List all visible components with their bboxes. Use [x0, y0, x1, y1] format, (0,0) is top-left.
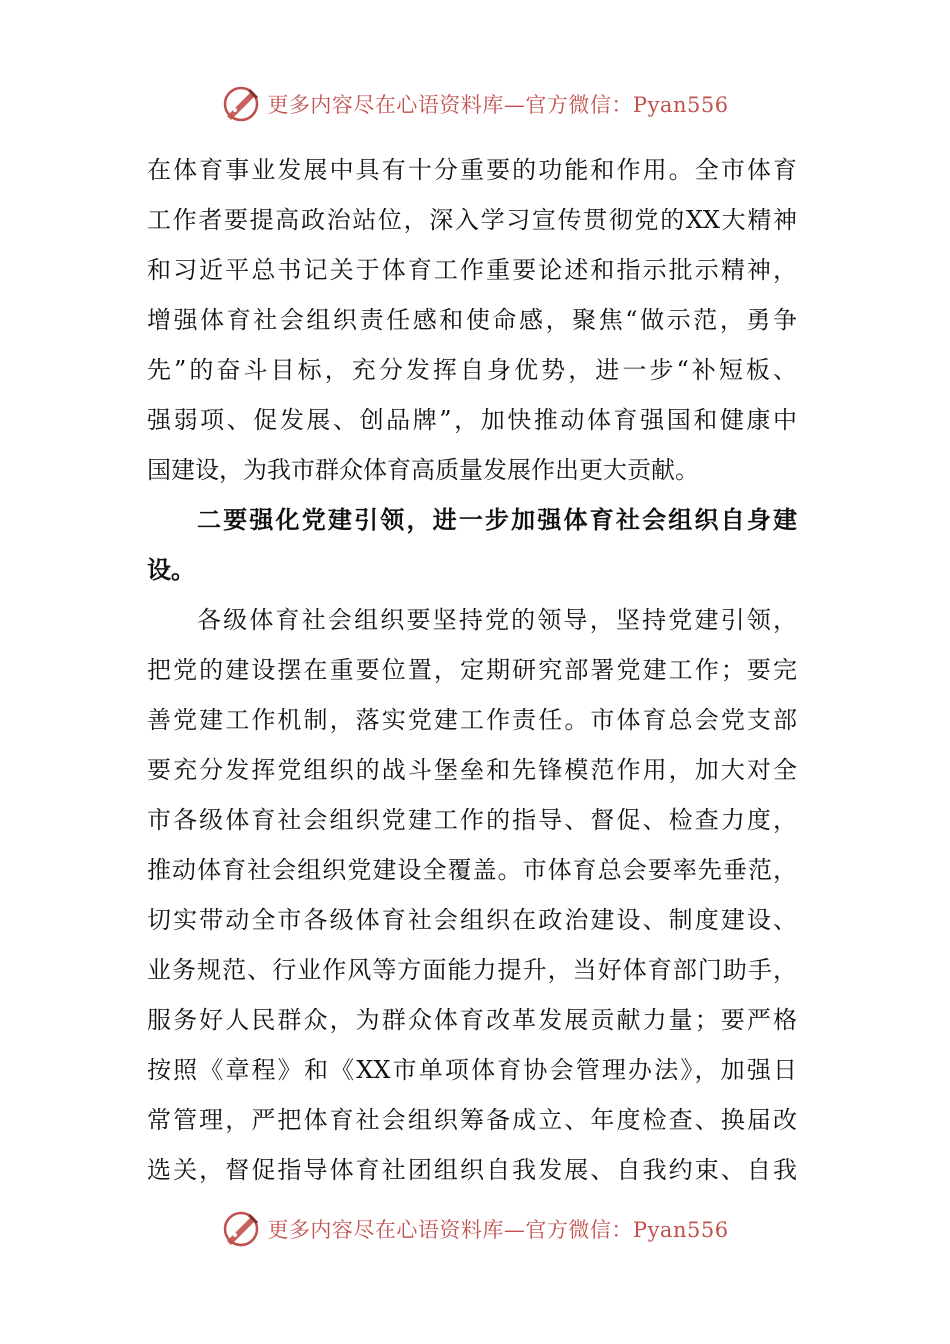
text-line: 选关，督促指导体育社团组织自我发展、自我约束、自我 [147, 1156, 797, 1184]
text-line: 常管理，严把体育社会组织筹备成立、年度检查、换届改 [147, 1106, 797, 1134]
text-line: 要充分发挥党组织的战斗堡垒和先锋模范作用，加大对全 [147, 756, 797, 784]
text-line: 工作者要提高政治站位，深入学习宣传贯彻党的XX大精神 [147, 206, 797, 234]
header-banner [0, 78, 950, 130]
text-line: 推动体育社会组织党建设全覆盖。市体育总会要率先垂范， [147, 856, 797, 884]
footer-banner-text: 更多内容尽在心语资料库—官方微信：Pyan556 [267, 1218, 729, 1242]
document-body [147, 145, 797, 1195]
text-line: 强弱项、促发展、创品牌”，加快推动体育强国和健康中 [147, 406, 797, 434]
paragraph-1 [147, 145, 797, 495]
pen-logo-icon [221, 84, 261, 124]
text-line: 善党建工作机制，落实党建工作责任。市体育总会党支部 [147, 706, 797, 734]
text-line: 各级体育社会组织要坚持党的领导，坚持党建引领， [197, 606, 797, 634]
text-line: 先”的奋斗目标，充分发挥自身优势，进一步“补短板、 [147, 356, 797, 384]
text-line: 和习近平总书记关于体育工作重要论述和指示批示精神， [147, 256, 797, 284]
header-banner-text: 更多内容尽在心语资料库—官方微信：Pyan556 [267, 93, 729, 117]
text-line: 增强体育社会组织责任感和使命感，聚焦“做示范，勇争 [147, 306, 797, 334]
text-line: 在体育事业发展中具有十分重要的功能和作用。全市体育 [147, 156, 797, 184]
footer-banner [0, 1203, 950, 1255]
text-line: 市各级体育社会组织党建工作的指导、督促、检查力度， [147, 806, 797, 834]
heading-line: 二要强化党建引领，进一步加强体育社会组织自身建 [197, 506, 797, 534]
pen-logo-icon [221, 1209, 261, 1249]
text-line: 切实带动全市各级体育社会组织在政治建设、制度建设、 [147, 906, 797, 934]
text-line: 把党的建设摆在重要位置，定期研究部署党建工作；要完 [147, 656, 797, 684]
text-line: 业务规范、行业作风等方面能力提升，当好体育部门助手， [147, 956, 797, 984]
paragraph-2 [147, 595, 797, 1195]
section-heading [147, 495, 797, 595]
text-line: 服务好人民群众，为群众体育改革发展贡献力量；要严格 [147, 1006, 797, 1034]
text-line: 按照《章程》和《XX市单项体育协会管理办法》，加强日 [147, 1056, 797, 1084]
text-line: 国建设，为我市群众体育高质量发展作出更大贡献。 [147, 456, 699, 484]
heading-line: 设。 [147, 556, 195, 584]
